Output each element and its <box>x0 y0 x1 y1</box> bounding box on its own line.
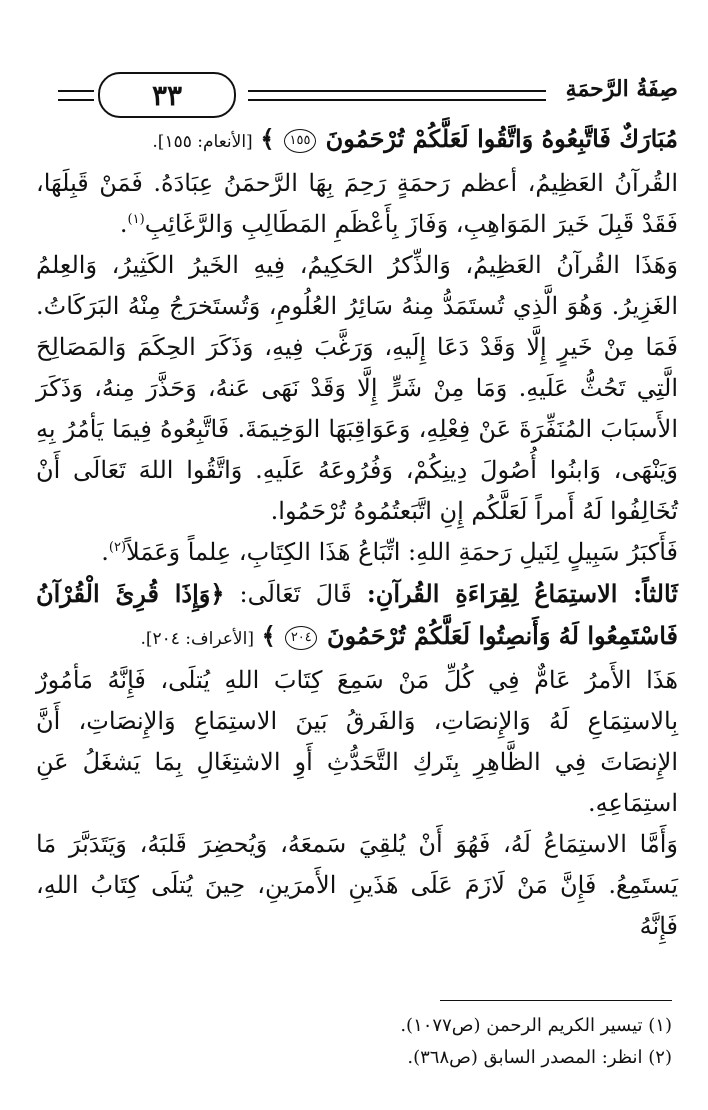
page-header <box>58 72 678 118</box>
paragraph-3 <box>36 245 678 532</box>
paragraph-4 <box>36 532 678 573</box>
paragraph-5 <box>36 573 678 660</box>
verse-close-bracket: ﴾ <box>261 621 276 650</box>
page-number: ٣٣ <box>151 78 183 112</box>
header-double-rule-right <box>248 90 546 101</box>
verse-close-bracket: ﴾ <box>260 124 275 153</box>
footnote-marker: (١) <box>127 212 145 227</box>
paragraph-2 <box>36 163 678 245</box>
footnote-separator <box>440 1000 672 1001</box>
footnote-1: (١) تيسير الكريم الرحمن (ص١٠٧٧). <box>400 1015 672 1036</box>
paragraph-end: . <box>119 210 128 238</box>
paragraph-end: . <box>101 538 109 566</box>
paragraph-text: وَأَمَّا الاستِمَاعُ لَهُ، فَهُوَ أَنْ يُلقِيَ سَمعَهُ، وَيُحضِرَ قَلبَهُ، وَيَتَدَبَّرَ مَا يَستَمِعُ. فَإِنَّ مَنْ لَازَمَ عَلَى هَذَينِ الأَمرَينِ، حِينَ يُتلَى كِتَابُ اللهِ، فَإِنَّهُ <box>36 830 678 940</box>
verse-intro: قَالَ تَعَالَى: <box>239 580 352 608</box>
ayah-number-marker: ١٥٥ <box>284 129 316 153</box>
paragraph-1 <box>36 118 678 163</box>
main-text <box>36 118 678 947</box>
footnote-2: (٢) انظر: المصدر السابق (ص٣٦٨). <box>407 1047 672 1068</box>
quran-verse: مُبَارَكٌ فَاتَّبِعُوهُ وَاتَّقُوا لَعَلَّكُمْ تُرْحَمُونَ <box>325 124 678 153</box>
ayah-number-marker: ٢٠٤ <box>285 626 317 650</box>
header-double-rule-left <box>58 90 94 101</box>
footnote-marker: (٢) <box>108 540 127 555</box>
paragraph-7 <box>36 824 678 947</box>
paragraph-text: وَهَذَا القُرآنُ العَظِيمُ، وَالذِّكرُ الحَكِيمُ، فِيهِ الخَيرُ الكَثِيرُ، وَالعِلمُ الغَزِيرُ. وَهُوَ الَّذِي تُستَمَدُّ مِنهُ سَائِرُ العُلُومِ، وَتُستَخرَجُ مِنْهُ البَرَكَاتُ. فَمَا مِنْ خَيرٍ إِلَّا وَقَدْ دَعَا إِلَيهِ، وَرَغَّبَ فِيهِ، وَذَكَرَ الحِكَمَ وَالمَصَالِحَ الَّتِي تَحُثُّ عَلَيهِ. وَمَا مِنْ شَرٍّ إِلَّا وَقَدْ نَهَى عَنهُ، وَحَذَّرَ مِنهُ، وَذَكَرَ الأَسبَابَ المُنَفِّرَةَ عَنْ فِعْلِهِ، وَعَوَاقِبَهَا الوَخِيمَةَ. فَاتَّبِعُوهُ فِيمَا يَأمُرُ بِهِ وَيَنْهَى، وَابنُوا أُصُولَ دِينِكُمْ، وَفُرُوعَهُ عَلَيهِ. وَاتَّقُوا اللهَ تَعَالَى أَنْ تُخَالِفُوا لَهُ أَمراً لَعَلَّكُم إِنِ اتَّبَعتُمُوهُ تُرْحَمُوا. <box>36 251 678 525</box>
verse-reference: [الأعراف: ٢٠٤]. <box>140 629 254 649</box>
footnotes <box>30 1010 672 1074</box>
quran-verse: ﴿وَإِذَا قُرِئَ الْقُرْآنُ فَاسْتَمِعُوا لَهُ وَأَنصِتُوا لَعَلَّكُمْ تُرْحَمُونَ <box>36 579 678 650</box>
paragraph-text: هَذَا الأَمرُ عَامٌّ فِي كُلِّ مَنْ سَمِعَ كِتَابَ اللهِ يُتلَى، فَإِنَّهُ مَأمُورٌ بِالاستِمَاعِ لَهُ وَالإِنصَاتِ، وَالفَرقُ بَينَ الاستِمَاعِ وَالإِنصَاتِ، أَنَّ الإِنصَاتَ فِي الظَّاهِرِ بِتَركِ التَّحَدُّثِ أَوِ الاشتِغَالِ بِمَا يَشغَلُ عَنِ استِمَاعِهِ. <box>36 666 678 817</box>
running-title: صِفَةُ الرَّحمَةِ <box>565 76 678 102</box>
paragraph-text: فَأَكبَرُ سَبِيلٍ لِنَيلِ رَحمَةِ اللهِ: اتِّبَاعُ هَذَا الكِتَابِ، عِلماً وَعَمَلاً <box>126 538 678 566</box>
verse-reference: [الأنعام: ١٥٥]. <box>152 132 253 152</box>
paragraph-6 <box>36 660 678 824</box>
page-number-badge <box>98 72 236 118</box>
paragraph-text: القُرآنُ العَظِيمُ، أعظم رَحمَةٍ رَحِمَ بِهَا الرَّحمَنُ عِبَادَهُ. فَمَنْ قَبِلَهَا، فَقَدْ قَبِلَ خَيرَ المَوَاهِبِ، وَفَازَ بِأَعْظَمِ المَطَالِبِ وَالرَّغَائِبِ <box>36 169 678 238</box>
section-heading: ثَالثاً: الاستِمَاعُ لِقِرَاءَةِ القُرآنِ: <box>366 579 678 608</box>
